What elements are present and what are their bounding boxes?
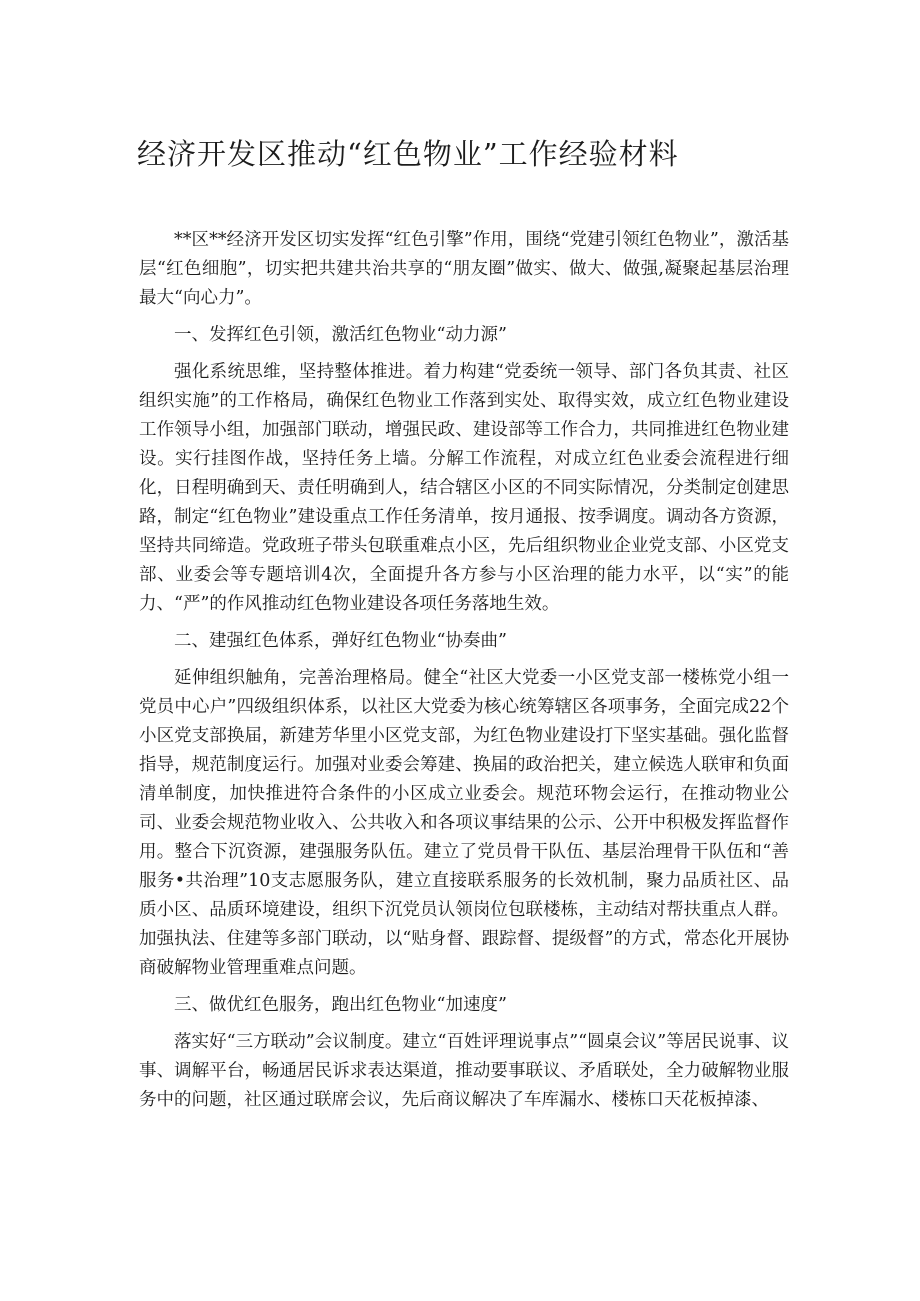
section-1-heading: 一、发挥红色引领，激活红色物业“动力源”: [174, 325, 507, 345]
document-body: [139, 226, 789, 1123]
section-3-paragraph: 落实好“三方联动”会议制度。建立“百姓评理说事点”“圆桌会议”等居民说事、议事、调解平台，畅通居民诉求表达渠道，推动要事联议、矛盾联处，全力破解物业服务中的问题，社区通过联席会议，先后商议解决了车库漏水、楼栋口天花板掉漆、: [139, 1032, 789, 1110]
section-3-heading: 三、做优红色服务，跑出红色物业“加速度”: [174, 995, 507, 1015]
section-2-paragraph: 延伸组织触角，完善治理格局。健全“社区大党委一小区党支部一楼栋党小组一党员中心户”四级组织体系，以社区大党委为核心统筹辖区各项事务，全面完成22个小区党支部换届，新建芳华里小区党支部，为红色物业建设打下坚实基础。强化监督指导，规范制度运行。加强对业委会筹建、换届的政治把关，建立候选人联审和负面清单制度，加快推进符合条件的小区成立业委会。规范环物会运行，在推动物业公司、业委会规范物业收入、公共收入和各项议事结果的公示、公开中积极发挥监督作用。整合下沉资源，建强服务队伍。建立了党员骨干队伍、基层治理骨干队伍和“善服务•共治理”10支志愿服务队，建立直接联系服务的长效机制，聚力品质社区、品质小区、品质环境建设，组织下沉党员认领岗位包联楼栋，主动结对帮扶重点人群。加强执法、住建等多部门联动，以“贴身督、跟踪督、提级督”的方式，常态化开展协商破解物业管理重难点问题。: [139, 668, 789, 978]
intro-paragraph: **区**经济开发区切实发挥“红色引擎”作用，围绕“党建引领红色物业”，激活基层“红色细胞”，切实把共建共治共享的“朋友圈”做实、做大、做强,凝聚起基层治理最大“向心力”。: [139, 230, 789, 308]
section-1-paragraph: 强化系统思维，坚持整体推进。着力构建“党委统一领导、部门各负其责、社区组织实施”的工作格局，确保红色物业工作落到实处、取得实效，成立红色物业建设工作领导小组，加强部门联动，增强民政、建设部等工作合力，共同推进红色物业建设。实行挂图作战，坚持任务上墙。分解工作流程，对成立红色业委会流程进行细化，日程明确到天、责任明确到人，结合辖区小区的不同实际情况，分类制定创建思路，制定“红色物业”建设重点工作任务清单，按月通报、按季调度。调动各方资源，坚持共同缔造。党政班子带头包联重难点小区，先后组织物业企业党支部、小区党支部、业委会等专题培训4次，全面提升各方参与小区治理的能力水平，以“实”的能力、“严”的作风推动红色物业建设各项任务落地生效。: [139, 362, 789, 614]
section-2-heading: 二、建强红色体系，弹好红色物业“协奏曲”: [174, 631, 507, 651]
document-title: 经济开发区推动“红色物业”工作经验材料: [137, 137, 679, 171]
